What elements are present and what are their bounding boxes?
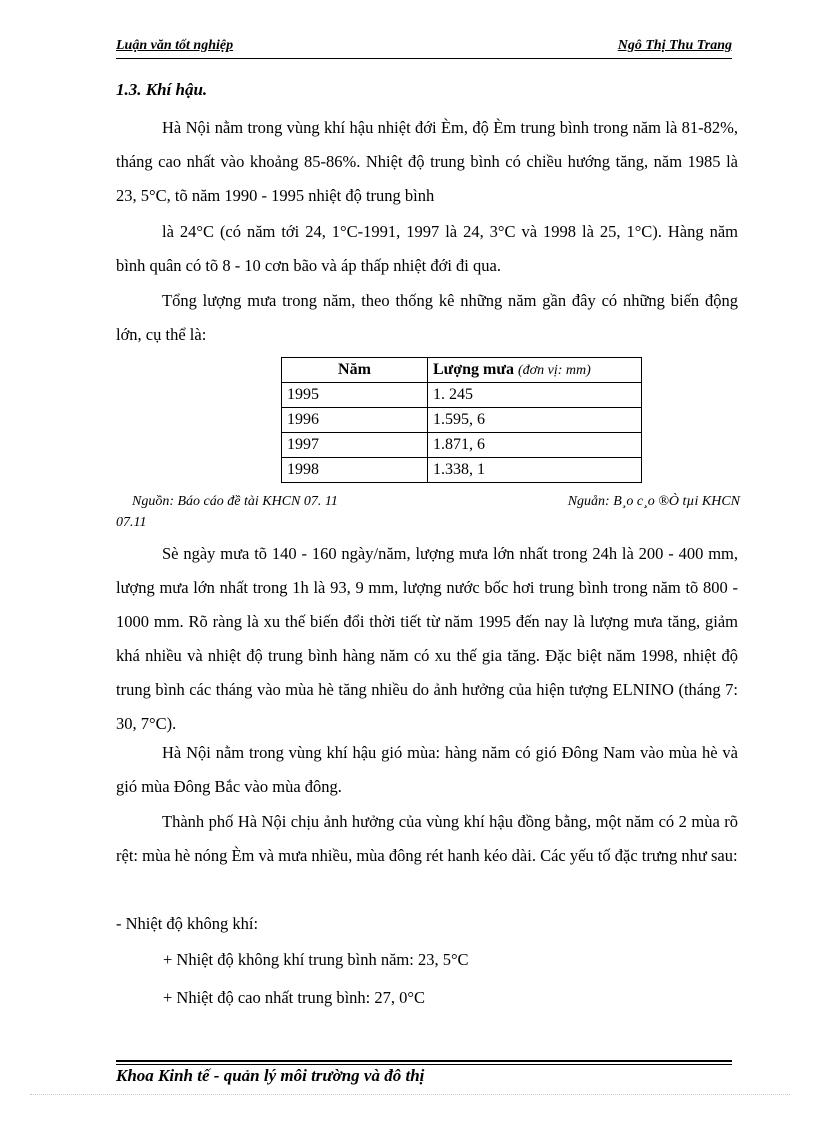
table-source-right: Nguån: B¸o c¸o ®Ò tµi KHCN <box>567 494 740 509</box>
cell-year: 1997 <box>282 433 428 458</box>
cell-year: 1995 <box>282 383 428 408</box>
footer-divider <box>116 1064 732 1065</box>
footer-faculty: Khoa Kinh tế - quản lý môi trường và đô thị <box>116 1066 425 1085</box>
column-header-unit: (đơn vị: mm) <box>517 363 591 378</box>
cell-rainfall: 1.871, 6 <box>428 433 642 458</box>
paragraph-rainfall-intro: Tổng lượng mưa trong năm, theo thống kê những năm gần đây có những biến động lớn, cụ thể là: <box>116 291 738 344</box>
paragraph-climate-features: Thành phố Hà Nội chịu ảnh hưởng của vùng khí hậu đồng bằng, một năm có 2 mùa rõ rệt: mùa hè nóng Èm và mưa nhiều, mùa đông rét hanh kéo dài. Các yếu tố đặc trưng như sau: <box>116 812 738 865</box>
paragraph-monsoon: Hà Nội nằm trong vùng khí hậu gió mùa: hàng năm có gió Đông Nam vào mùa hè và gió mùa Đông Bắc vào mùa đông. <box>116 743 738 796</box>
table-row <box>282 408 642 433</box>
paragraph-humidity: Hà Nội nằm trong vùng khí hậu nhiệt đới Èm, độ Èm trung bình trong năm là 81-82%, tháng cao nhất vào khoảng 85-86%. Nhiệt độ trung bình có chiều hướng tăng, năm 1985 là 23, 5°C, tõ năm 1990 - 1995 nhiệt độ trung bình <box>116 118 738 205</box>
paragraph-temperature: là 24°C (có năm tới 24, 1°C-1991, 1997 là 24, 3°C và 1998 là 25, 1°C). Hàng năm bình quân có tõ 8 - 10 cơn bão và áp thấp nhiệt đới đi qua. <box>116 222 738 275</box>
table-row <box>282 458 642 483</box>
footer-divider <box>116 1060 732 1062</box>
cell-year: 1996 <box>282 408 428 433</box>
list-item: + Nhiệt độ cao nhất trung bình: 27, 0°C <box>163 988 425 1007</box>
table-source-wrap: 07.11 <box>116 515 147 530</box>
list-item: - Nhiệt độ không khí: <box>116 914 259 933</box>
rainfall-table <box>281 357 642 483</box>
header-author: Ngô Thị Thu Trang <box>617 38 732 53</box>
cell-rainfall: 1. 245 <box>428 383 642 408</box>
header-divider <box>116 58 732 59</box>
column-header-rainfall-label: Lượng mưa <box>433 361 514 378</box>
table-row <box>282 383 642 408</box>
table-header-row <box>282 358 642 383</box>
cell-year: 1998 <box>282 458 428 483</box>
paragraph-rain-days: Sè ngày mưa tõ 140 - 160 ngày/năm, lượng mưa lớn nhất trong 24h là 200 - 400 mm, lượng mưa lớn nhất trong 1h là 93, 9 mm, lượng nước bốc hơi trung bình trong năm tõ 800 - 1000 mm. Rõ ràng là xu thế biến đổi thời tiết từ năm 1995 đến nay là lượng mưa tăng, giảm khá nhiều và nhiệt độ trung bình hàng năm có xu thế gia tăng. Đặc biệt năm 1998, nhiệt độ trung bình các tháng vào mùa hè tăng nhiều do ảnh hưởng của hiện tượng ELNINO (tháng 7: 30, 7°C). <box>116 544 738 733</box>
list-item: + Nhiệt độ không khí trung bình năm: 23, 5°C <box>163 950 469 969</box>
table-row <box>282 433 642 458</box>
column-header-rainfall <box>428 358 642 383</box>
section-title: 1.3. Khí hậu. <box>116 80 208 99</box>
header-left-title: Luận văn tốt nghiệp <box>116 38 234 53</box>
cell-rainfall: 1.595, 6 <box>428 408 642 433</box>
table-source-left: Nguồn: Báo cáo đề tài KHCN 07. 11 <box>132 494 338 509</box>
page-edge-line <box>30 1094 790 1095</box>
column-header-year: Năm <box>282 358 428 383</box>
cell-rainfall: 1.338, 1 <box>428 458 642 483</box>
